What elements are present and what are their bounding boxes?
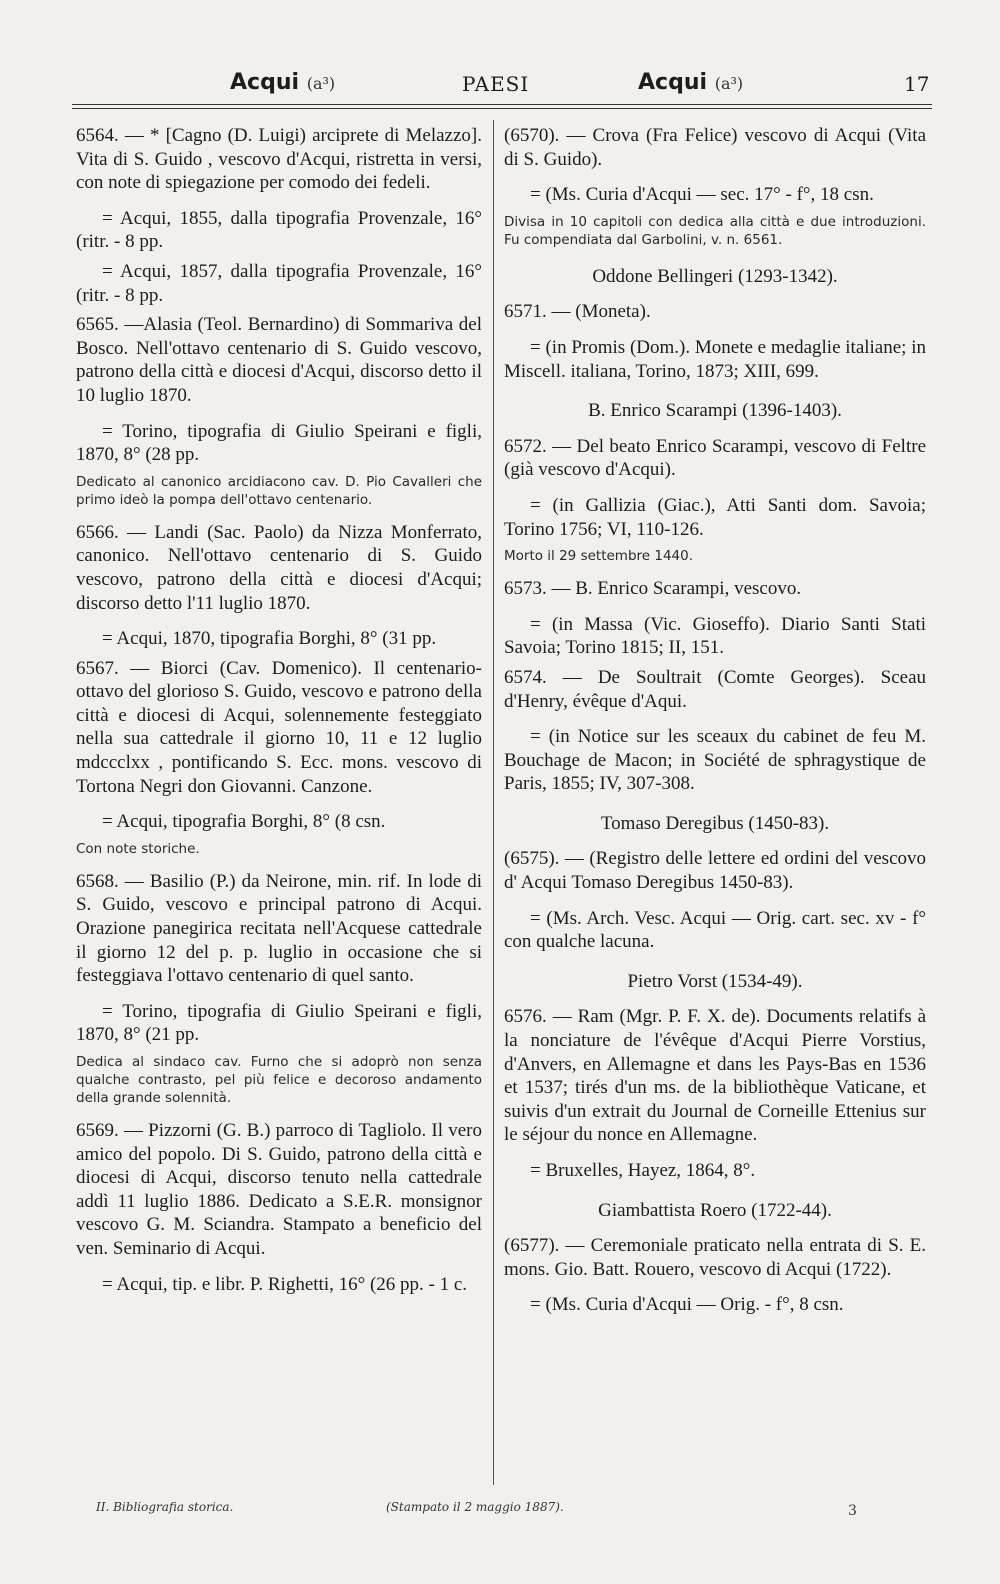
entry-description: — Biorci (Cav. Domenico). Il centenario-ottavo del glorioso S. Guido, vescovo e patrono della città e diocesi di Acqui, solennemente festeggiato nella sua cattedrale il giorno 10, 11 e 12 luglio mdccclxx , pontificando S. Ecc. mons. vescovo di Tortona Negri don Giovanni. Canzone. (76, 657, 483, 797)
entry-text (76, 657, 482, 799)
entry-number: 6571. (504, 301, 547, 323)
entry-note: Dedica al sindaco cav. Furno che si adoprò non senza qualche contrasto, pel più felice e decoroso andamento della grande solennità. (76, 1054, 482, 1106)
entry-note: Morto il 29 settembre 1440. (504, 548, 694, 565)
bibliography-entry (504, 577, 926, 660)
publication-line: = (Ms. Arch. Vesc. Acqui — Orig. cart. sec. xv - f° con qualche lacuna. (504, 907, 926, 953)
entry-number: 6568. (76, 870, 119, 892)
entry-description: — * [Cagno (D. Luigi) arciprete di Melazzo]. Vita di S. Guido , vescovo d'Acqui, ristretta in versi, con note di spiegazione per comodo dei fedeli. (76, 125, 482, 194)
entry-description: — Basilio (P.) da Neirone, min. rif. In lode di S. Guido, vescovo e principal patrono di Acqui. Orazione panegirica recitata nell'Acquese cattedrale il giorno 12 del p. p. luglio in occasione che si festeggiava l'ottavo centenario di quel santo. (76, 870, 483, 987)
entry-number: (6577). (504, 1235, 560, 1257)
entry-description: —Alasia (Teol. Bernardino) di Sommariva del Bosco. Nell'ottavo centenario di S. Guido vescovo, patrono della città e diocesi d'Acqui, discorso detto il 10 luglio 1870. (76, 314, 482, 406)
entry-number: 6564. (76, 125, 119, 146)
column-divider (493, 120, 494, 1485)
publication-line: = Torino, tipografia di Giulio Speirani e figli, 1870, 8° (28 pp. (76, 420, 482, 466)
entry-number: 6569. (76, 1120, 119, 1141)
entry-text (76, 1119, 482, 1261)
entry-description: — Crova (Fra Felice) vescovo di Acqui (Vita di S. Guido). (504, 125, 926, 170)
bibliography-entry (76, 1119, 482, 1296)
publication-line: = Torino, tipografia di Giulio Speirani e figli, 1870, 8° (21 pp. (76, 1000, 482, 1046)
section-heading: B. Enrico Scarampi (1396-1403). (588, 400, 842, 422)
entry-description: — Del beato Enrico Scarampi, vescovo di Feltre (già vescovo d'Acqui). (504, 435, 926, 481)
publication-line: = Acqui, 1855, dalla tipografia Provenzale, 16° (ritr. - 8 pp. (76, 207, 482, 253)
publication-line: = (in Notice sur les sceaux du cabinet de feu M. Bouchage de Macon; in Société de sphragystique de Paris, 1855; IV, 307-308. (504, 726, 926, 795)
bibliography-entry (76, 870, 482, 1107)
bibliography-entry (76, 313, 482, 509)
entry-description: — (Registro delle lettere ed ordini del vescovo d' Acqui Tomaso Deregibus 1450-83). (504, 848, 927, 894)
section-heading: Oddone Bellingeri (1293-1342). (592, 265, 838, 287)
publication-line: = Bruxelles, Hayez, 1864, 8°. (530, 1160, 756, 1181)
entry-description: — (Moneta). (551, 301, 651, 323)
entry-text (504, 1234, 926, 1281)
entry-text (76, 521, 482, 615)
entry-text (504, 577, 926, 601)
publication-line: = Acqui, tipografia Borghi, 8° (8 csn. (102, 811, 386, 833)
entry-number: 6576. (504, 1006, 547, 1028)
bibliography-entry (504, 124, 926, 249)
bibliography-entry (504, 435, 926, 565)
entry-text (76, 870, 482, 988)
entry-description: — Ceremoniale praticato nella entrata di S. E. mons. Gio. Batt. Rouero, vescovo di Acqui (1722). (504, 1235, 926, 1280)
page-number: 17 (904, 72, 930, 96)
bibliography-entry (76, 124, 482, 307)
bibliography-entry (504, 1234, 926, 1317)
bibliography-entry (504, 847, 926, 953)
section-heading: Tomaso Deregibus (1450-83). (600, 812, 830, 834)
header-left-title: Acqui (a³) (230, 70, 336, 95)
entry-text (504, 847, 926, 894)
entry-text (504, 666, 926, 713)
entry-text (504, 1005, 926, 1147)
entry-number: 6573. (504, 578, 547, 600)
entry-number: (6575). (504, 848, 560, 870)
publication-line: = Acqui, 1857, dalla tipografia Provenzale, 16° (ritr. - 8 pp. (76, 260, 482, 306)
right-column (504, 124, 926, 1323)
footer-center: (Stampato il 2 maggio 1887). (386, 1500, 564, 1514)
entry-number: 6572. (504, 435, 547, 457)
publication-line: = (in Gallizia (Giac.), Atti Santi dom. Savoia; Torino 1756; VI, 110-126. (504, 494, 926, 540)
bibliography-entry (76, 657, 482, 858)
bibliography-entry (76, 521, 482, 651)
entry-text (76, 313, 482, 407)
section-heading: Pietro Vorst (1534-49). (627, 970, 803, 992)
header-rule-bottom (72, 108, 932, 109)
header-right-title: Acqui (a³) (638, 70, 744, 95)
publication-line: = Acqui, 1870, tipografia Borghi, 8° (31 pp. (102, 628, 437, 650)
entry-description: — Pizzorni (G. B.) parroco di Tagliolo. Il vero amico del popolo. Di S. Guido, patrono della città e diocesi di Acqui, discorso tenuto nella cattedrale addì 11 luglio 1886. Dedicato a S.E.R. monsignor vescovo G. M. Sciandra. Stampato a beneficio del ven. Seminario di Acqui. (76, 1120, 482, 1259)
entry-text (504, 300, 926, 324)
entry-description: — Landi (Sac. Paolo) da Nizza Monferrato, canonico. Nell'ottavo centenario di S. Guido vescovo, patrono della città e diocesi d'Acqui; discorso detto l'11 luglio 1870. (76, 521, 483, 614)
entry-number: (6570). (504, 125, 560, 146)
entry-number: 6574. (504, 666, 547, 688)
bibliography-entry (504, 1005, 926, 1182)
entry-text (504, 435, 926, 482)
publication-line: = (Ms. Curia d'Acqui — sec. 17° - f°, 18 csn. (530, 184, 874, 206)
left-column (76, 124, 482, 1302)
bibliography-entry (504, 666, 926, 796)
entry-description: — Ram (Mgr. P. F. X. de). Documents relatifs à la nonciature de l'évêque d'Acqui Pierre Vorstius, d'Anvers, en Allemagne et dans les Pays-Bas en 1536 et 1537; tirés d'un ms. de la bibliothèque Vaticane, et suivis d'un extrait du Journal de Corneille Ettenius sur le séjour du nonce en Allemagne. (504, 1006, 927, 1146)
publication-line: = (in Promis (Dom.). Monete e medaglie italiane; in Miscell. italiana, Torino, 1873; XIII, 699. (504, 336, 926, 382)
entry-number: 6567. (76, 657, 119, 679)
publication-line: = (in Massa (Vic. Gioseffo). Diario Santi Stati Savoia; Torino 1815; II, 151. (504, 613, 926, 659)
entry-text (504, 124, 926, 171)
footer-left: II. Bibliografia storica. (96, 1500, 234, 1514)
entry-number: 6566. (76, 521, 119, 543)
entry-description: — De Soultrait (Comte Georges). Sceau d'Henry, évêque d'Aqui. (504, 666, 927, 712)
running-header (72, 70, 932, 106)
entry-note: Con note storiche. (76, 840, 200, 857)
entry-note: Divisa in 10 capitoli con dedica alla città e due introduzioni. Fu compendiata dal Garbolini, v. n. 6561. (504, 213, 926, 248)
entry-number: 6565. (76, 314, 119, 336)
header-center: PAESI (462, 72, 530, 96)
footer-signature: 3 (848, 1503, 857, 1519)
section-heading: Giambattista Roero (1722-44). (598, 1199, 832, 1221)
publication-line: = Acqui, tip. e libr. P. Righetti, 16° (26 pp. - 1 c. (102, 1273, 468, 1295)
entry-text (76, 124, 482, 195)
publication-line: = (Ms. Curia d'Acqui — Orig. - f°, 8 csn. (530, 1294, 844, 1316)
bibliography-entry (504, 300, 926, 383)
entry-note: Dedicato al canonico arcidiacono cav. D. Pio Cavalleri che primo ideò la pompa dell'ottavo centenario. (76, 473, 482, 508)
entry-description: — B. Enrico Scarampi, vescovo. (551, 578, 802, 600)
header-rule-top (72, 104, 932, 105)
